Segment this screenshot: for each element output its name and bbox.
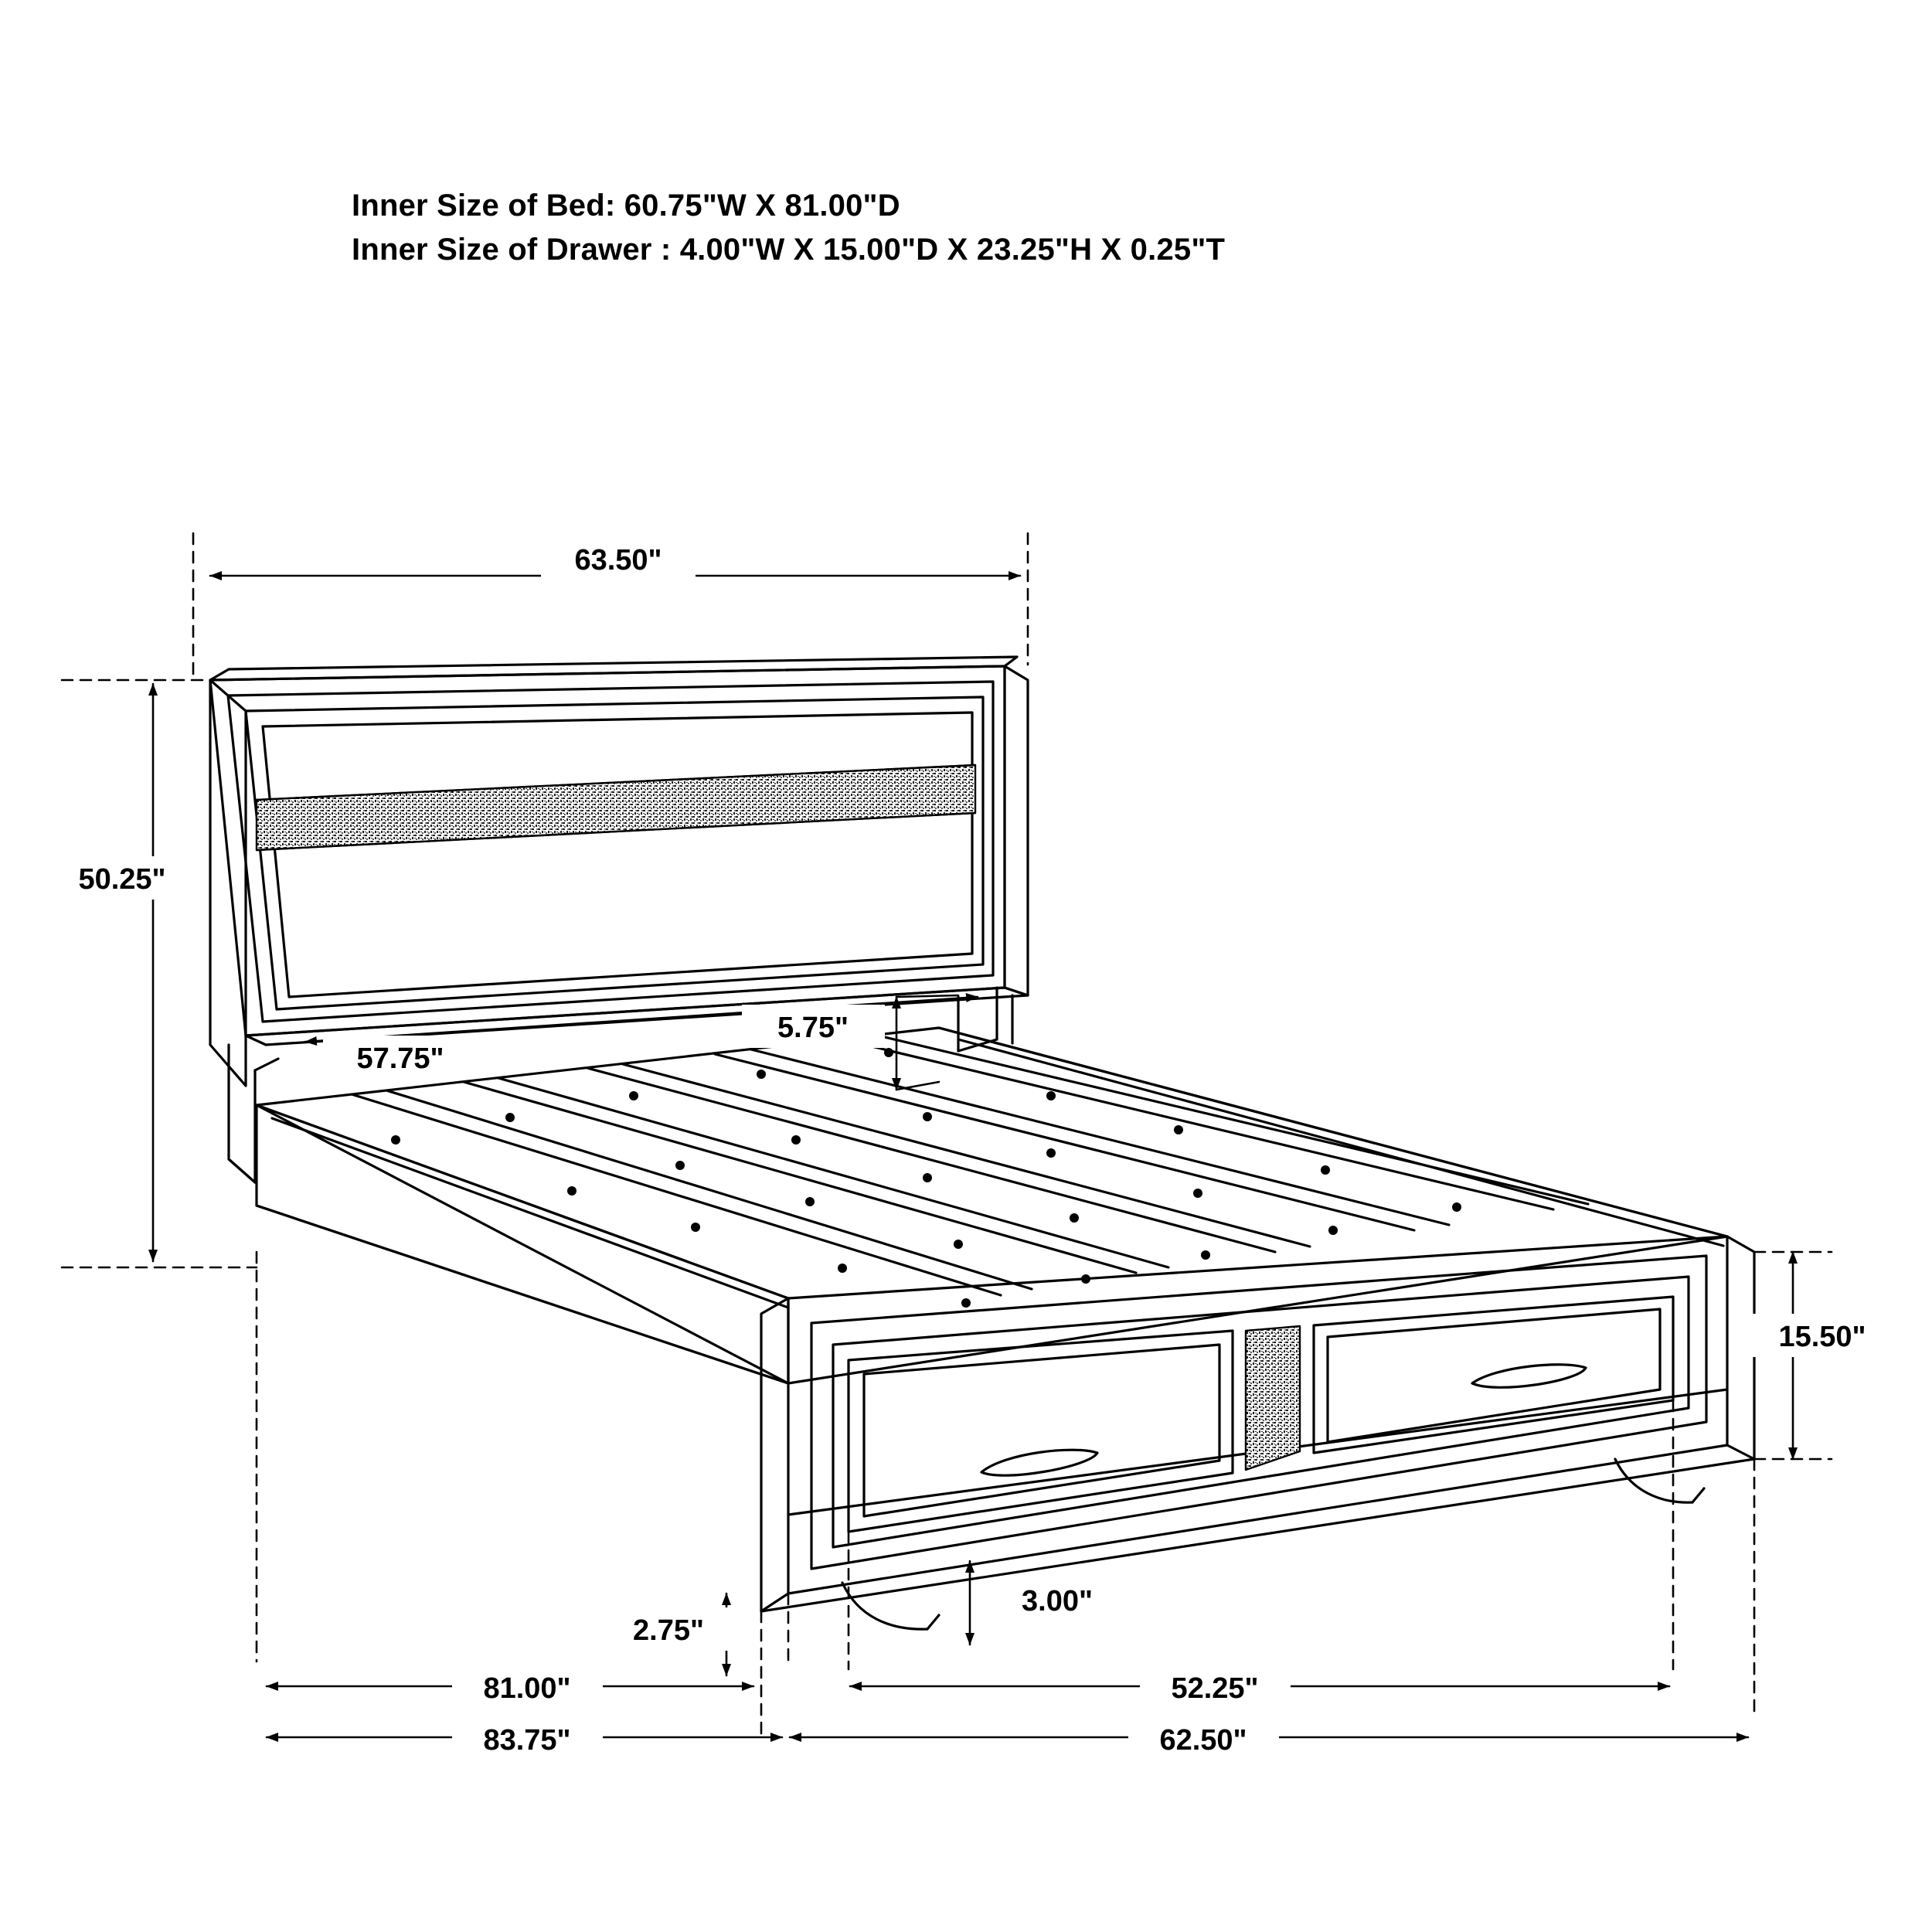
dim-rail-height: 5.75" xyxy=(777,1012,849,1044)
footboard-sparkle-divider xyxy=(1246,1326,1300,1470)
dim-bed-length-outer: 83.75" xyxy=(483,1724,571,1757)
dim-footboard-height: 15.50" xyxy=(1778,1321,1866,1353)
slat-fastener-dots xyxy=(391,1048,1461,1308)
dim-bed-length-inner: 81.00" xyxy=(483,1672,571,1705)
bed-platform-slats xyxy=(257,1028,1727,1383)
dim-headboard-width: 63.50" xyxy=(574,544,662,577)
headboard-sparkle-band xyxy=(257,765,975,850)
drawer-pull-left xyxy=(981,1450,1097,1475)
headboard-inner-frame xyxy=(228,682,993,1022)
drawer-pull-right xyxy=(1472,1365,1586,1388)
inner-size-bed-note: Inner Size of Bed: 60.75"W X 81.00"D xyxy=(352,189,900,223)
dim-headboard-height: 50.25" xyxy=(78,863,166,896)
dim-footboard-width: 62.50" xyxy=(1159,1724,1247,1757)
dimension-label-masks xyxy=(43,539,1905,1760)
inner-size-drawer-note: Inner Size of Drawer : 4.00"W X 15.00"D X 23.25"H X 0.25"T xyxy=(352,232,1226,267)
dim-footboard-overhang: 2.75" xyxy=(633,1614,704,1647)
drawer-front-left xyxy=(849,1331,1233,1532)
footboard-feet xyxy=(842,1459,1704,1629)
dim-leg-clearance: 3.00" xyxy=(1022,1585,1093,1617)
dim-headboard-panel-width: 57.75" xyxy=(356,1043,444,1075)
dim-drawer-front-width: 52.25" xyxy=(1171,1672,1259,1705)
